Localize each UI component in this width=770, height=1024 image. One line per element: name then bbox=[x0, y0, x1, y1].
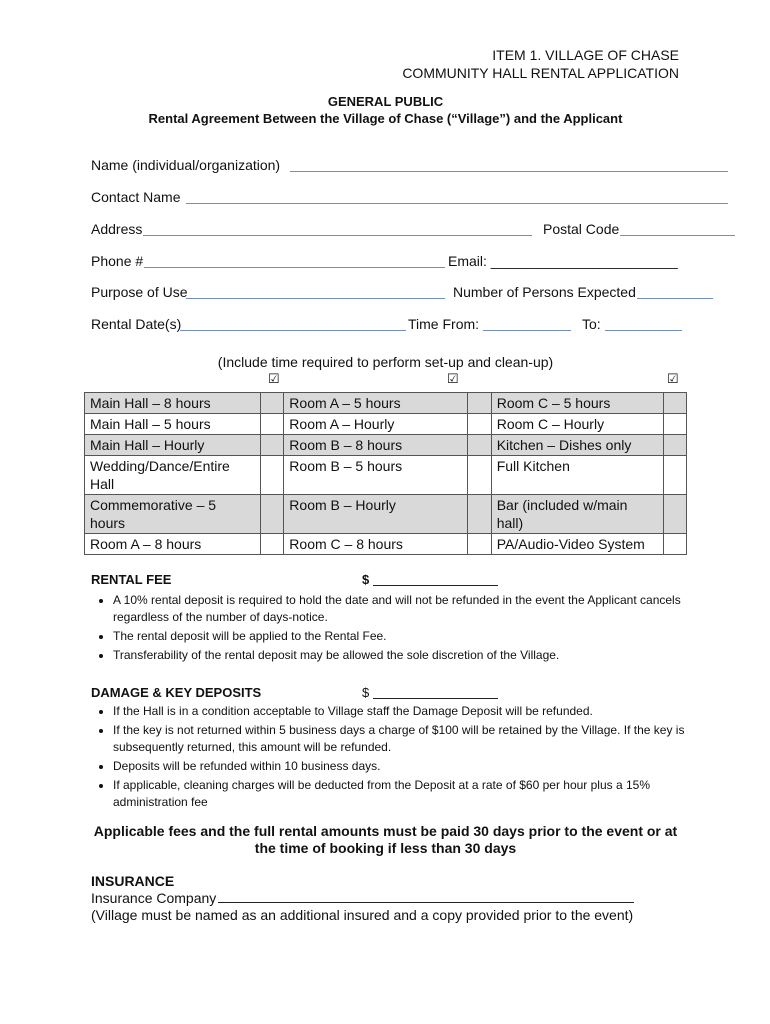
option-label: Room A – 5 hours bbox=[284, 393, 468, 414]
rental-options-table bbox=[84, 392, 687, 555]
option-checkbox[interactable] bbox=[663, 456, 686, 495]
option-label: Room C – 5 hours bbox=[491, 393, 663, 414]
option-label: Room A – Hourly bbox=[284, 414, 468, 435]
list-item: • If applicable, cleaning charges will be deducted from the Deposit at a rate of $60 per hour plus a 15% administration fee bbox=[113, 777, 688, 811]
table-row bbox=[85, 534, 687, 555]
rental-fee-field[interactable] bbox=[373, 571, 498, 586]
option-checkbox[interactable] bbox=[260, 435, 283, 456]
option-label: Wedding/Dance/Entire Hall bbox=[85, 456, 261, 495]
rental-fee-list bbox=[91, 592, 688, 666]
setup-note: (Include time required to perform set-up and clean-up) bbox=[217, 354, 554, 370]
contact-name-field[interactable] bbox=[186, 189, 728, 204]
persons-field[interactable] bbox=[637, 284, 713, 299]
checkbox-icon: ☑ bbox=[268, 371, 280, 386]
checkbox-icon: ☑ bbox=[667, 371, 679, 386]
option-label: Full Kitchen bbox=[491, 456, 663, 495]
agreement-heading: Rental Agreement Between the Village of Chase (“Village”) and the Applicant bbox=[148, 111, 623, 126]
option-checkbox[interactable] bbox=[663, 534, 686, 555]
name-label: Name (individual/organization) bbox=[91, 157, 281, 173]
option-checkbox[interactable] bbox=[260, 534, 283, 555]
list-item: • A 10% rental deposit is required to hold the date and will not be refunded in the event the Applicant cancels regardless of the number of days-notice. bbox=[113, 592, 688, 626]
purpose-label: Purpose of Use bbox=[91, 284, 188, 300]
deposits-dollar: $ bbox=[362, 685, 370, 700]
option-checkbox[interactable] bbox=[468, 534, 491, 555]
list-item: • If the key is not returned within 5 business days a charge of $100 will be retained by the Village. If the key is subsequently returned, this amount will be refunded. bbox=[113, 722, 688, 756]
insurance-company-field[interactable] bbox=[218, 888, 634, 903]
option-label: Bar (included w/main hall) bbox=[491, 495, 663, 534]
option-checkbox[interactable] bbox=[468, 495, 491, 534]
option-label: Main Hall – Hourly bbox=[85, 435, 261, 456]
phone-label: Phone # bbox=[91, 253, 144, 269]
general-public-heading: GENERAL PUBLIC bbox=[327, 94, 444, 109]
option-label: Main Hall – 5 hours bbox=[85, 414, 261, 435]
address-field[interactable] bbox=[143, 221, 532, 236]
postal-code-field[interactable] bbox=[620, 221, 735, 236]
option-label: PA/Audio-Video System bbox=[491, 534, 663, 555]
rental-dates-field[interactable] bbox=[180, 316, 406, 331]
option-label: Room B – 8 hours bbox=[284, 435, 468, 456]
phone-field[interactable] bbox=[144, 253, 445, 268]
option-checkbox[interactable] bbox=[663, 414, 686, 435]
insurance-heading: INSURANCE bbox=[91, 873, 175, 889]
table-row bbox=[85, 414, 687, 435]
option-checkbox[interactable] bbox=[468, 456, 491, 495]
option-checkbox[interactable] bbox=[663, 435, 686, 456]
option-checkbox[interactable] bbox=[468, 435, 491, 456]
list-item: • If the Hall is in a condition acceptable to Village staff the Damage Deposit will be refunded. bbox=[113, 703, 688, 720]
option-checkbox[interactable] bbox=[468, 414, 491, 435]
payment-notice: Applicable fees and the full rental amounts must be paid 30 days prior to the event or at the time of booking if less than 30 days bbox=[93, 823, 678, 856]
time-to-field[interactable] bbox=[605, 316, 682, 331]
deposits-heading: DAMAGE & KEY DEPOSITS bbox=[91, 685, 262, 700]
table-row bbox=[85, 456, 687, 495]
rental-fee-dollar: $ bbox=[362, 572, 370, 587]
insurance-note: (Village must be named as an additional insured and a copy provided prior to the event) bbox=[91, 907, 634, 923]
table-row bbox=[85, 435, 687, 456]
option-checkbox[interactable] bbox=[663, 495, 686, 534]
checkbox-icon: ☑ bbox=[447, 371, 459, 386]
time-to-label: To: bbox=[582, 316, 601, 332]
option-label: Main Hall – 8 hours bbox=[85, 393, 261, 414]
option-checkbox[interactable] bbox=[260, 393, 283, 414]
deposits-list bbox=[91, 703, 688, 813]
table-row bbox=[85, 495, 687, 534]
list-item: • Transferability of the rental deposit may be allowed the sole discretion of the Village. bbox=[113, 647, 688, 664]
application-title: COMMUNITY HALL RENTAL APPLICATION bbox=[402, 65, 679, 81]
option-label: Kitchen – Dishes only bbox=[491, 435, 663, 456]
email-field[interactable]: Email: ________________________ bbox=[448, 253, 678, 269]
time-from-field[interactable] bbox=[483, 316, 571, 331]
postal-code-label: Postal Code bbox=[543, 221, 620, 237]
table-row bbox=[85, 393, 687, 414]
option-checkbox[interactable] bbox=[260, 495, 283, 534]
option-checkbox[interactable] bbox=[260, 456, 283, 495]
address-label: Address bbox=[91, 221, 143, 237]
list-item: • Deposits will be refunded within 10 business days. bbox=[113, 758, 688, 775]
option-label: Room C – Hourly bbox=[491, 414, 663, 435]
option-checkbox[interactable] bbox=[468, 393, 491, 414]
contact-name-label: Contact Name bbox=[91, 189, 181, 205]
option-label: Commemorative – 5 hours bbox=[85, 495, 261, 534]
option-label: Room B – Hourly bbox=[284, 495, 468, 534]
option-label: Room B – 5 hours bbox=[284, 456, 468, 495]
option-label: Room C – 8 hours bbox=[284, 534, 468, 555]
purpose-field[interactable] bbox=[186, 284, 445, 299]
persons-label: Number of Persons Expected bbox=[453, 284, 636, 300]
deposits-field[interactable] bbox=[373, 684, 498, 699]
insurance-company-label: Insurance Company bbox=[91, 890, 217, 906]
rental-fee-heading: RENTAL FEE bbox=[91, 572, 172, 587]
option-checkbox[interactable] bbox=[260, 414, 283, 435]
list-item: • The rental deposit will be applied to the Rental Fee. bbox=[113, 628, 688, 645]
name-field[interactable] bbox=[290, 157, 728, 172]
option-checkbox[interactable] bbox=[663, 393, 686, 414]
time-from-label: Time From: bbox=[408, 316, 480, 332]
rental-dates-label: Rental Date(s) bbox=[91, 316, 182, 332]
option-label: Room A – 8 hours bbox=[85, 534, 261, 555]
item-title: ITEM 1. VILLAGE OF CHASE bbox=[492, 47, 679, 63]
